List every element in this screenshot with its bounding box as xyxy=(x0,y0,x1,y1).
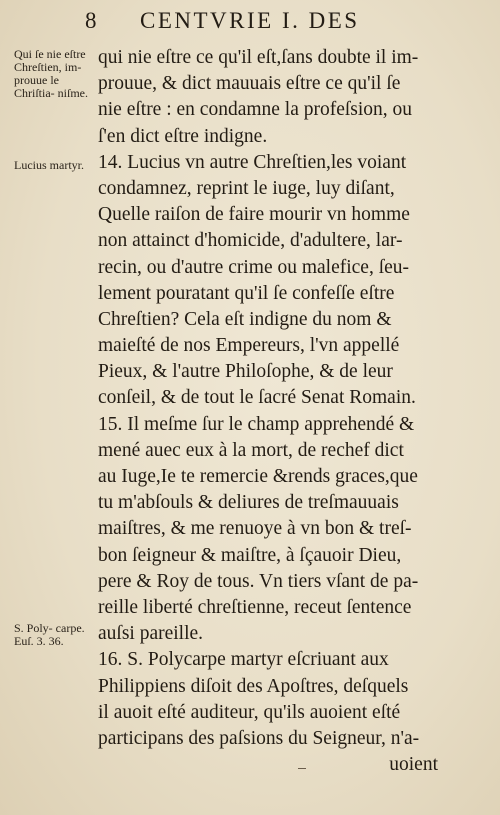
text-line: Pieux, & l'autre Philoſophe, & de leur xyxy=(98,361,393,383)
text-line: il auoit eſté auditeur, qu'ils auoient eſté xyxy=(98,701,401,723)
text-line: 16. S. Polycarpe martyr eſcriuant aux xyxy=(98,649,389,671)
text-line: recin, ou d'autre crime ou malefice, ſeu- xyxy=(98,256,410,278)
text-line: Philippiens diſoit des Apoſtres, deſquels xyxy=(98,675,409,697)
text-line: auſsi pareille. xyxy=(98,623,204,645)
text-line: au Iuge,Ie te remercie &rends graces,que xyxy=(98,466,418,487)
text-line: bon ſeigneur & maiſtre, à ſçauoir Dieu, xyxy=(98,544,402,566)
text-line: conſeil, & de tout le ſacré Senat Romain. xyxy=(98,387,416,409)
text-line: ſ'en dict eſtre indigne. xyxy=(98,125,268,147)
text-line: maieſté de nos Empereurs, l'vn appellé xyxy=(98,335,400,357)
text-line: 14. Lucius vn autre Chreſtien,les voiant xyxy=(98,151,407,173)
margin-note-lucius: Lucius martyr. xyxy=(14,158,84,172)
printer-mark xyxy=(298,768,306,769)
text-line: qui nie eſtre ce qu'il eſt,ſans doubte il im- xyxy=(98,47,419,68)
text-line: Quelle raiſon de faire mourir vn homme xyxy=(98,204,410,226)
text-line: reille liberté chreſtienne, receut ſentence xyxy=(98,596,412,618)
catchword: uoient xyxy=(389,754,438,776)
text-line: prouue, & dict mauuais eſtre ce qu'il ſe xyxy=(98,73,401,95)
body-text xyxy=(98,45,480,778)
text-line: pere & Roy de tous. Vn tiers vſant de pa- xyxy=(98,570,419,592)
text-line: participans des paſsions du Seigneur, n'a- xyxy=(98,727,420,749)
text-line: non attainct d'homicide, d'adultere, lar- xyxy=(98,230,403,252)
text-line: maiſtres, & me renuoye à vn bon & treſ- xyxy=(98,518,412,540)
running-title: CENTVRIE I. DES xyxy=(140,8,360,33)
text-line: 15. Il meſme ſur le champ apprehendé & xyxy=(98,413,415,435)
text-line: lement pouratant qu'il ſe confeſſe eſtre xyxy=(98,282,395,304)
text-line: tu m'abſouls & deliures de treſmauuais xyxy=(98,492,399,514)
text-line: mené auec eux à la mort, de rechef dict xyxy=(98,439,404,461)
text-line: Chreſtien? Cela eſt indigne du nom & xyxy=(98,308,392,330)
margin-note-christianisme: Qui ſe nie eſtre Chreſtien, im- prouue le Chriſtia- niſme. xyxy=(14,47,88,100)
page-number: 8 xyxy=(85,8,97,33)
text-line: nie eſtre : en condamne la profeſsion, ou xyxy=(98,99,413,121)
margin-note-polycarpe: S. Poly- carpe. Euſ. 3. 36. xyxy=(14,621,85,648)
running-head xyxy=(85,8,475,38)
text-line: condamnez, reprint le iuge, luy diſant, xyxy=(98,177,395,199)
